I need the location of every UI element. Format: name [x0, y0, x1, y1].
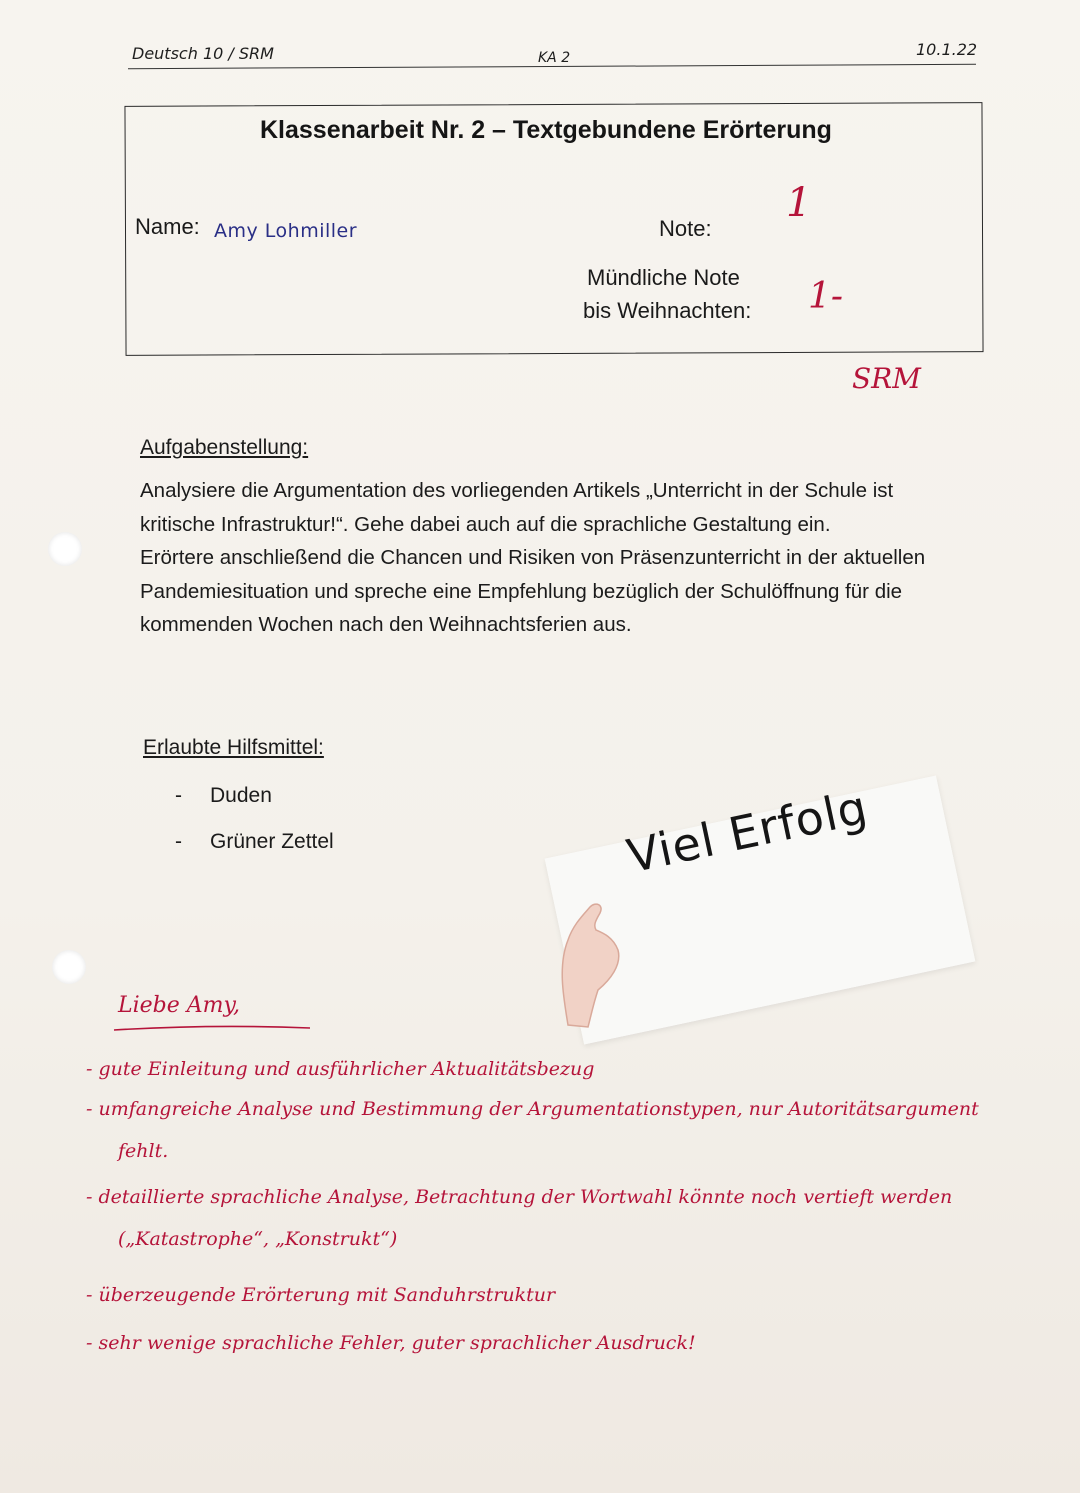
aid-item: - Grüner Zettel: [175, 830, 334, 853]
exam-date: 10.1.22: [916, 40, 978, 59]
grade-value: 1: [786, 180, 812, 226]
feedback-line: - umfangreiche Analyse und Bestimmung der Argumentationstypen, nur Autoritätsargument: [86, 1098, 979, 1120]
aid-item: - Duden: [175, 784, 272, 807]
oral-grade-value: 1-: [808, 276, 844, 317]
feedback-line: fehlt.: [118, 1140, 169, 1162]
teacher-signature: SRM: [852, 362, 921, 395]
task-paragraph: Analysiere die Argumentation des vorliegenden Artikels „Unterricht in der Schule ist kritische Infrastruktur!“. Gehe dabei auch auf die sprachliche Gestaltung ein.: [140, 479, 894, 536]
oral-grade-label-2: bis Weihnachten:: [583, 298, 752, 323]
grade-label: Note:: [659, 216, 712, 241]
feedback-line: („Katastrophe“, „Konstrukt“): [118, 1228, 398, 1250]
feedback-line: - sehr wenige sprachliche Fehler, guter sprachlicher Ausdruck!: [86, 1332, 696, 1354]
feedback-line: - überzeugende Erörterung mit Sanduhrstruktur: [86, 1284, 556, 1306]
exam-code: KA 2: [538, 50, 571, 66]
course-label: Deutsch 10 / SRM: [132, 44, 274, 63]
feedback-line: - gute Einleitung und ausführlicher Aktualitätsbezug: [86, 1058, 595, 1080]
feedback-line: - detaillierte sprachliche Analyse, Betrachtung der Wortwahl könnte noch vertieft werden: [86, 1186, 953, 1208]
oral-grade-label-1: Mündliche Note: [587, 265, 740, 290]
greeting-underline: [112, 1024, 312, 1034]
exam-title: Klassenarbeit Nr. 2 – Textgebundene Erörterung: [260, 116, 832, 144]
task-heading: Aufgabenstellung:: [140, 436, 309, 459]
good-luck-text: Viel Erfolg: [622, 779, 873, 884]
name-label: Name:: [135, 214, 200, 239]
aids-heading: Erlaubte Hilfsmittel:: [143, 736, 324, 759]
student-name: Amy Lohmiller: [214, 220, 358, 242]
task-paragraph: Erörtere anschließend die Chancen und Risiken von Präsenzunterricht in der aktuellen Pandemiesituation und spreche eine Empfehlung bezüglich der Schulöffnung für die kommenden Wochen nach den Weihnachtsferien aus.: [140, 546, 926, 636]
feedback-greeting: Liebe Amy,: [118, 993, 241, 1018]
